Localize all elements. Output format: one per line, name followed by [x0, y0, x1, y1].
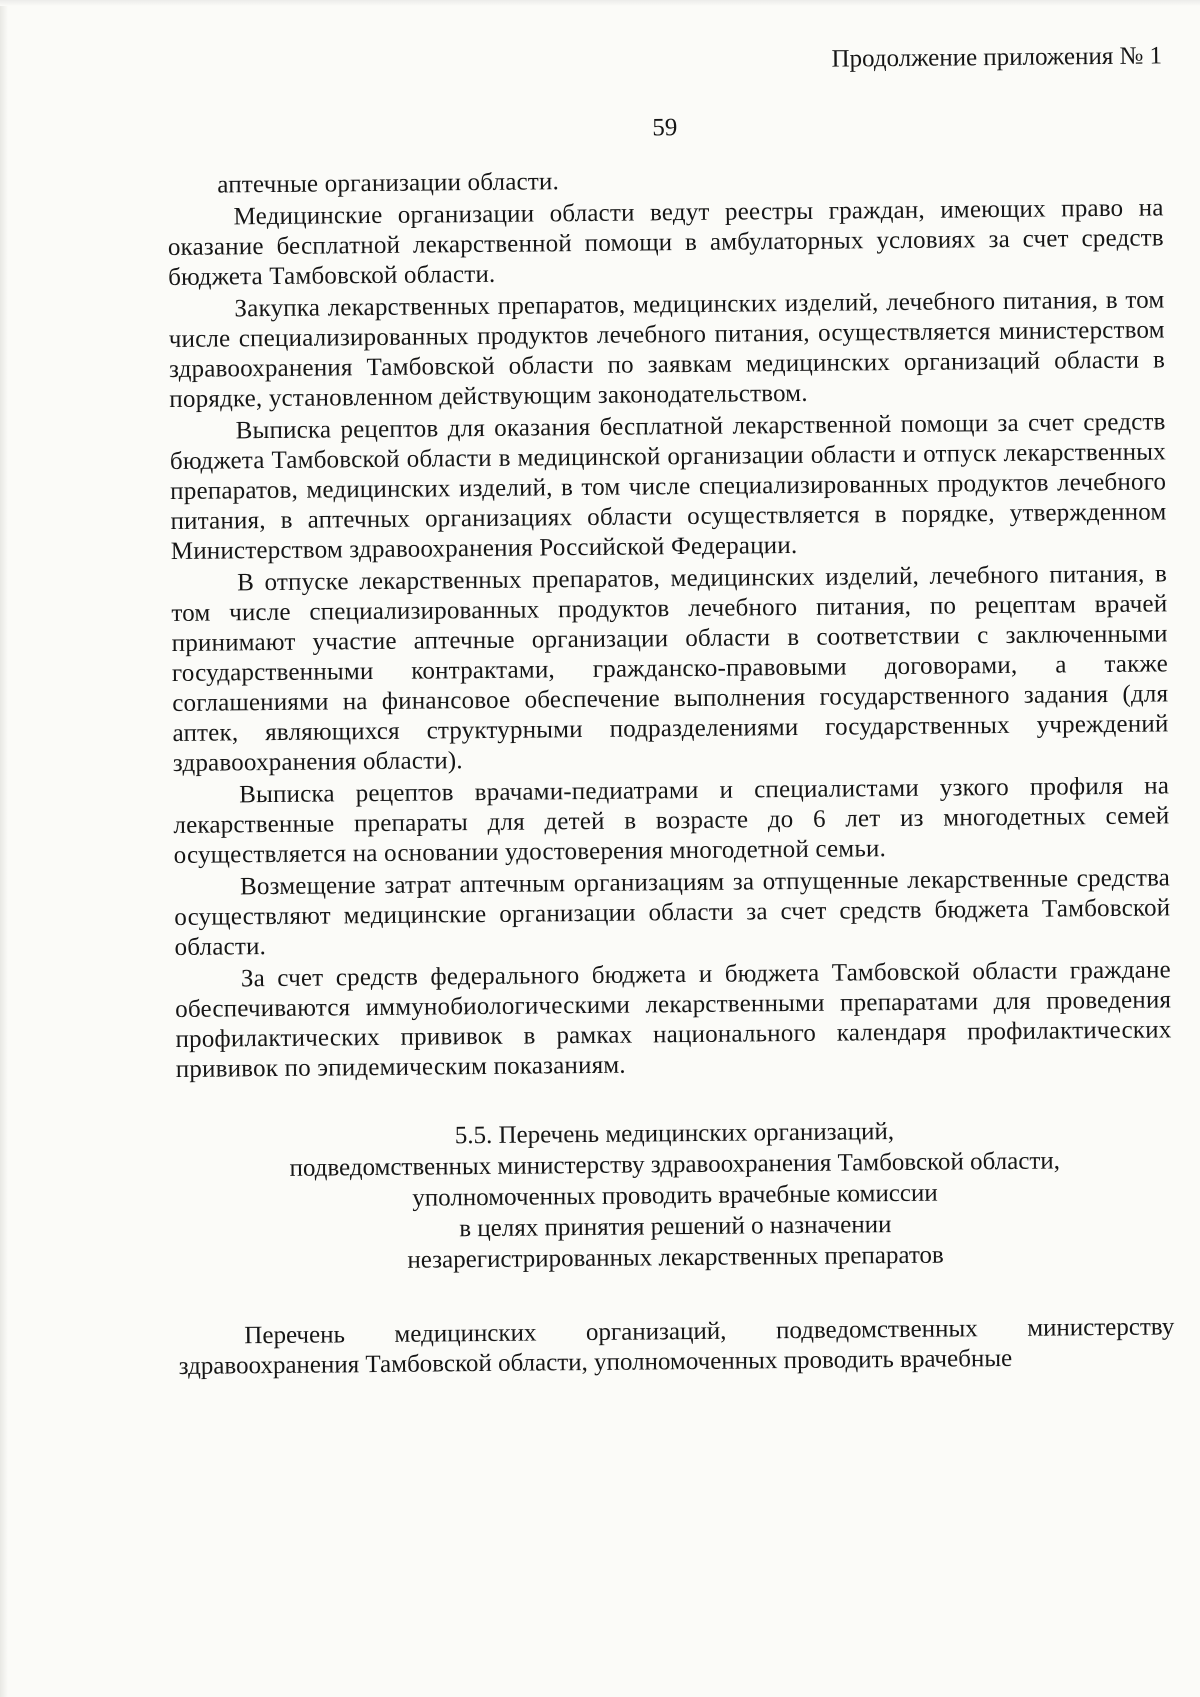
paragraph-procurement: Закупка лекарственных препаратов, медицинских изделий, лечебного питания, в том числе специализированных продуктов лечебного питания, осуществляется министерством здравоохранения Тамбовской области по заявкам медицинских организаций области в порядке, установленном действующим законодательством. — [168, 285, 1166, 413]
paragraph-prescriptions: Выписка рецептов для оказания бесплатной лекарственной помощи за счет средств бюджета Тамбовской области в медицинской организации области и отпуск лекарственных препаратов, медицинских изделий, в том числе специализированных продуктов лечебного питания, в аптечных организациях области осуществляется в порядке, утвержденном Министерством здравоохранения Российской Федерации. — [169, 407, 1167, 565]
paragraph-pediatric-prescriptions: Выписка рецептов врачами-педиатрами и специалистами узкого профиля на лекарственные препараты для детей в возрасте до 6 лет из многодетных семей осуществляется на основании удостоверения многодетной семьи. — [173, 771, 1170, 869]
scan-left-edge-shadow — [0, 0, 8, 1697]
page-number: 59 — [652, 114, 678, 142]
paragraph-continuation: аптечные организации области. — [217, 167, 560, 199]
section-heading-line: 5.5. Перечень медицинских организаций, — [454, 1117, 895, 1149]
scan-top-edge-shadow — [0, 0, 1200, 6]
section-heading-line: уполномоченных проводить врачебные комиссии — [412, 1179, 938, 1212]
section-heading — [176, 1113, 1173, 1278]
section-heading-line: незарегистрированных лекарственных препаратов — [407, 1241, 944, 1274]
paragraph-registries: Медицинские организации области ведут реестры граждан, имеющих право на оказание бесплатной лекарственной помощи в амбулаторных условиях за счет средств бюджета Тамбовской области. — [167, 193, 1164, 291]
appendix-continuation-note: Продолжение приложения № 1 — [831, 42, 1163, 73]
section-heading-line: подведомственных министерству здравоохранения Тамбовской области, — [289, 1146, 1061, 1182]
section-heading-line: в целях принятия решений о назначении — [459, 1210, 892, 1242]
paragraph-dispensing: В отпуске лекарственных препаратов, медицинских изделий, лечебного питания, в том числе специализированных продуктов лечебного питания, по рецептам врачей принимают участие аптечные организации области в соответствии с заключенными государственными контрактами, гражданско-правовыми договорами, а также соглашениями на финансовое обеспечение выполнения государственного задания (для аптек, являющихся структурными подразделениями государственных учреждений здравоохранения области). — [171, 559, 1169, 777]
paragraph-reimbursement: Возмещение затрат аптечным организациям за отпущенные лекарственные средства осуществляют медицинские организации области за счет средств бюджета Тамбовской области. — [174, 863, 1171, 961]
paragraph-immunobiological: За счет средств федерального бюджета и бюджета Тамбовской области граждане обеспечиваются иммунобиологическими лекарственными препаратами для проведения профилактических прививок в рамках национального календаря профилактических прививок по эпидемическим показаниям. — [175, 955, 1172, 1083]
section-intro-paragraph: Перечень медицинских организаций, подведомственных министерству здравоохранения Тамбовской области, уполномоченных проводить врачебные — [178, 1312, 1175, 1380]
page-content — [166, 40, 1175, 1381]
